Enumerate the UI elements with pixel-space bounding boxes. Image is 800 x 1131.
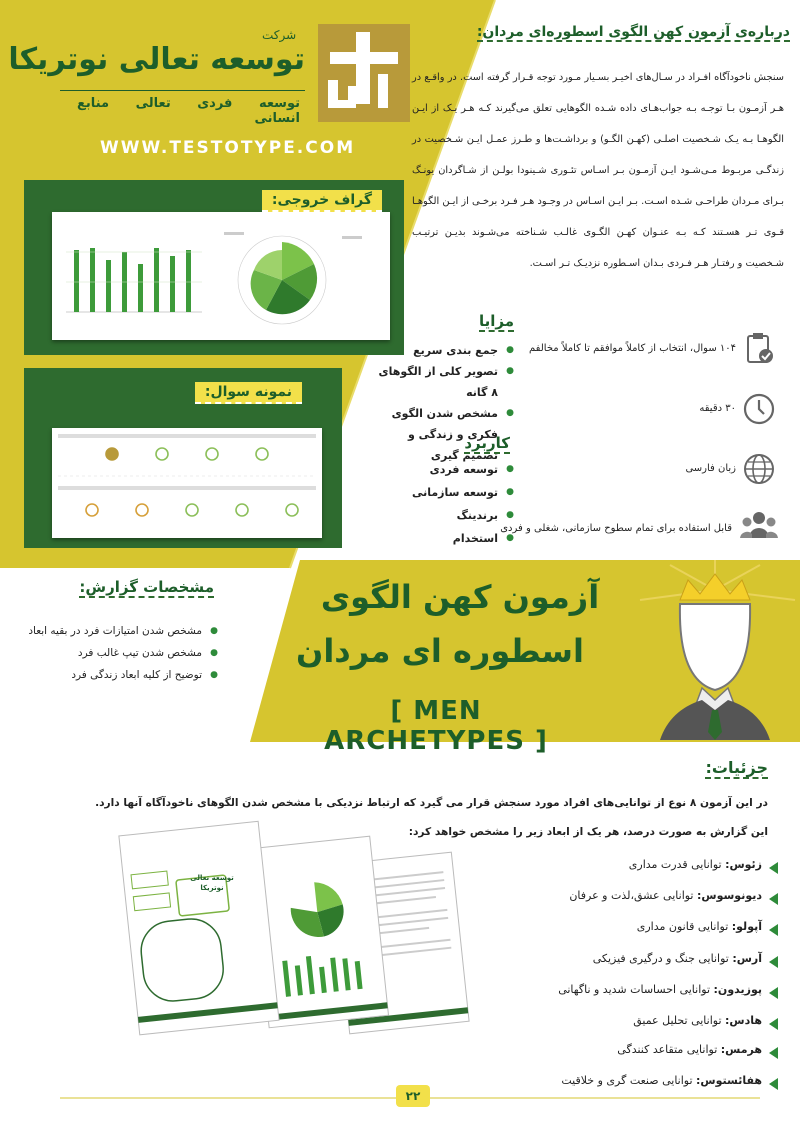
report-spec-list: [28, 620, 218, 686]
spec-questions: ۱۰۴ سوال، انتخاب از کاملاً موافقم تا کاملاً مخالفم: [529, 343, 736, 354]
company-logo: [318, 24, 410, 122]
hero-title-line1: آزمون کهن الگوی: [320, 578, 600, 616]
archetype-item-hermes: [617, 1043, 762, 1056]
graph-preview-slide: [52, 212, 390, 340]
usage-list: [374, 458, 514, 550]
globe-icon: [742, 452, 776, 486]
usage-item: ● توسعه سازمانی: [374, 481, 514, 504]
archetype-item-poseidon: [558, 983, 762, 996]
spec-audience: قابل استفاده برای تمام سطوح سازمانی، شغلی و فردی: [500, 523, 732, 534]
bullet-arrow-icon: [769, 924, 778, 936]
archetype-item-ares: [593, 952, 762, 965]
advantages-heading: مزایا: [478, 312, 514, 330]
spec-language: زبان فارسی: [685, 463, 736, 474]
usage-item: ● برندینگ: [374, 504, 514, 527]
brand-divider: [60, 90, 305, 91]
archetype-desc: توانایی قدرت مداری: [628, 858, 722, 871]
crowned-man-illustration: [630, 560, 800, 740]
archetype-name: دیونوسوس:: [697, 889, 762, 902]
archetype-name: پوزیدون:: [713, 983, 762, 996]
output-graph-panel: [24, 180, 404, 355]
report-spec-heading: مشخصات گزارش:: [79, 578, 214, 596]
users-icon: [740, 510, 778, 542]
archetype-name: هرمس:: [720, 1043, 762, 1056]
spec-duration: ۳۰ دقیقه: [699, 403, 736, 414]
advantage-item: ● جمع بندی سریع: [374, 340, 514, 361]
company-name: توسعه تعالی نوتریکا: [8, 42, 305, 77]
archetype-desc: توانایی عشق،لذت و عرفان: [569, 889, 694, 902]
bullet-arrow-icon: [769, 956, 778, 968]
advantage-item: ● مشخص شدن الگوی فکری و زندگی و تصمیم گیری: [374, 403, 514, 466]
report-spec-item: ● مشخص شدن تیپ غالب فرد: [28, 642, 218, 664]
company-prefix: شرکت: [262, 28, 297, 42]
archetype-item-zeus: [629, 858, 762, 871]
logo-mark-icon: [318, 24, 410, 122]
archetype-desc: توانایی تحلیل عمیق: [633, 1014, 722, 1027]
report-spec-item: ● مشخص شدن امتیازات فرد در بقیه ابعاد: [28, 620, 218, 642]
archetype-desc: توانایی احساسات شدید و ناگهانی: [558, 983, 711, 996]
details-intro-1: در این آزمون ۸ نوع از توانایی‌های افراد مورد سنجش قرار می گیرد که ارتباط نزدیکی با مشخص شدن الگوهای ناخودآگاه آنها دارد.: [95, 797, 768, 809]
details-intro-2: این گزارش به صورت درصد، هر یک از ابعاد زیر را مشخص خواهد کرد:: [408, 826, 768, 838]
archetype-name: هفائستوس:: [696, 1074, 762, 1087]
archetype-desc: توانایی صنعت گری و خلاقیت: [561, 1074, 693, 1087]
tagline-hr-excellence: تعالی منابع انسانی: [77, 96, 300, 126]
hero-title-line2: اسطوره ای مردان: [296, 632, 584, 670]
sample-question-label: نمونه سوال:: [195, 382, 302, 404]
usage-item: ● استخدام: [374, 527, 514, 550]
hero-subtitle: [ MEN ARCHETYPES ]: [324, 696, 548, 756]
output-graph-label: گراف خروجی:: [262, 190, 382, 212]
details-heading: جزئیات:: [705, 758, 768, 777]
archetype-desc: توانایی متقاعد کنندگی: [617, 1043, 718, 1056]
tagline-personal-development: توسعه فردی: [197, 96, 300, 111]
question-thumbnail: [52, 428, 322, 538]
usage-heading: کاربرد: [464, 434, 510, 452]
report-preview-pages: [110, 818, 470, 1058]
advantage-item: ● تصویر کلی از الگوهای ۸ گانه: [374, 361, 514, 403]
brand-tagline: [70, 96, 300, 126]
usage-item: ● توسعه فردی: [374, 458, 514, 481]
about-heading: درباره‌ی آزمون کهن الگوی اسطوره‌ای مردان:: [476, 24, 790, 40]
report-preview-logo-title: توسعه تعالی نوتریکا: [190, 874, 234, 892]
archetype-name: هادس:: [725, 1014, 762, 1027]
archetype-name: آپولو:: [731, 920, 762, 933]
website-url[interactable]: WWW.TESTOTYPE.COM: [100, 138, 356, 158]
page-number: ۲۲: [396, 1085, 430, 1107]
clock-icon: [742, 392, 776, 426]
archetype-desc: توانایی قانون مداری: [636, 920, 729, 933]
archetype-item-hephaestus: [561, 1074, 762, 1087]
clipboard-check-icon: [742, 332, 776, 366]
archetype-item-apollo: [637, 920, 762, 933]
bullet-arrow-icon: [769, 987, 778, 999]
archetype-name: زئوس:: [725, 858, 762, 871]
output-graph-thumbnail: [52, 212, 390, 340]
report-spec-item: ● توضیح از کلیه ابعاد زندگی فرد: [28, 664, 218, 686]
about-paragraph: سنجش ناخودآگاه افـراد در سـال‌های اخیـر بسـیار مـورد توجه قـرار گرفته است. در واقـع در هـر آزمـون بـا توجـه بـه جواب‌هـای داده شـده الگوهایی تعلق می‌گیرند کـه هـر یـک از ایـن الگوهـا بـه یـک شـخصیت اصلـی (کهـن الگـو) و برداشـت‌ها و طـرز عمـل ایـن شـخصیت در زندگـی مربـوط مـی‌شـود ایـن آزمـون بـر اسـاس تئـوری شـینودا بولـن از شـاگردان یونـگ بـرای مـردان طراحـی شـده اسـت. بـر ایـن اسـاس در وجـود هـر فـرد برخـی از ایـن الگوهـا قـوی تـر هسـتند کـه بـه عنـوان کهـن الگـوی غالـب شـناخته می‌شـوند بدیـن ترتیـب شـخصیت و رفتـار هـر فـردی بـدان اسـطوره نزدیـک تـر اسـت.: [412, 72, 784, 269]
archetype-item-hades: [633, 1014, 762, 1027]
bullet-arrow-icon: [769, 893, 778, 905]
bullet-arrow-icon: [769, 1018, 778, 1030]
archetype-item-dionysus: [569, 889, 762, 902]
archetype-desc: توانایی جنگ و درگیری فیزیکی: [592, 952, 729, 965]
bullet-arrow-icon: [769, 862, 778, 874]
bullet-arrow-icon: [769, 1078, 778, 1090]
question-preview-slide: [52, 428, 322, 538]
sample-question-panel: [24, 368, 342, 548]
bullet-arrow-icon: [769, 1047, 778, 1059]
archetype-name: آرس:: [732, 952, 762, 965]
